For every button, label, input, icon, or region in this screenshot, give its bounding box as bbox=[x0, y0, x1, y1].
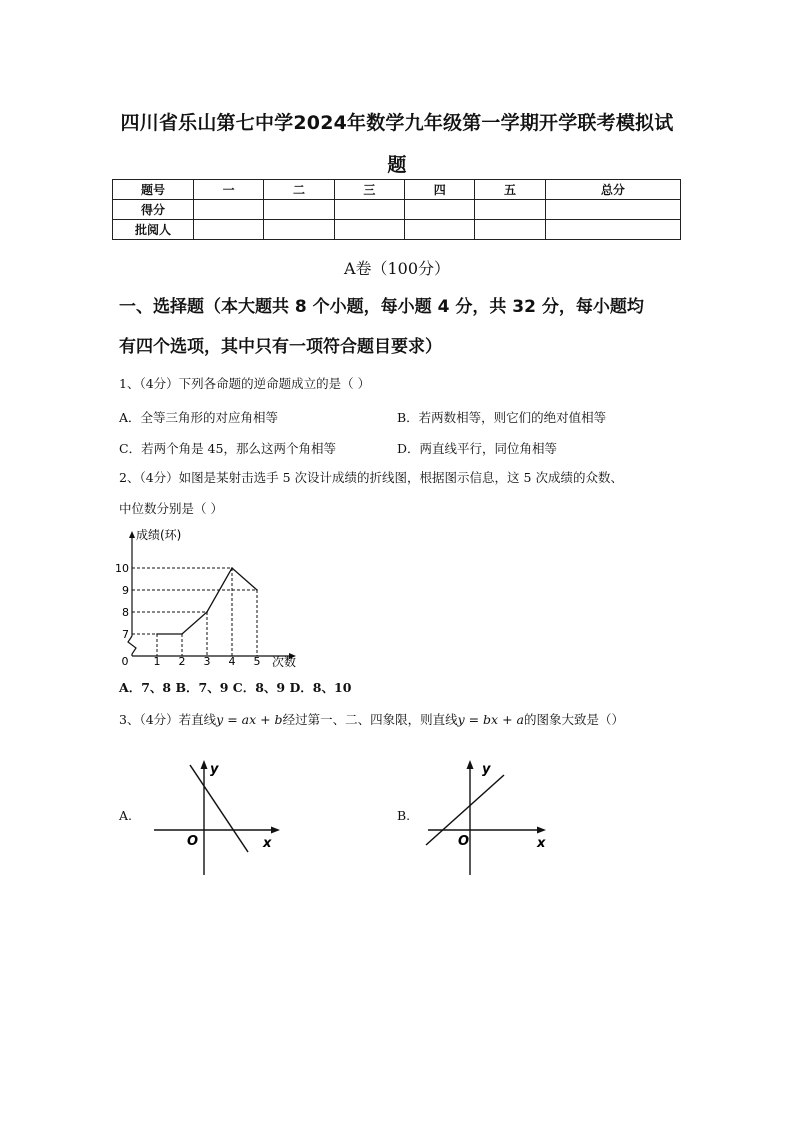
paper-part-heading: A卷（100分） bbox=[343, 259, 451, 278]
score-line-chart bbox=[112, 524, 312, 674]
y-tick-label: 7 bbox=[122, 628, 129, 641]
y-axis-arrow-icon bbox=[467, 760, 474, 769]
origin-label: O bbox=[187, 834, 199, 849]
y-axis-title: 成绩(环) bbox=[136, 528, 182, 542]
grader-input-cell bbox=[264, 220, 334, 240]
page-title-continued: 题 bbox=[387, 154, 407, 176]
table-cell: 四 bbox=[405, 180, 475, 200]
x-tick-label: 1 bbox=[153, 655, 161, 668]
score-input-cell bbox=[475, 200, 545, 220]
grader-input-cell bbox=[334, 220, 404, 240]
grader-input-cell bbox=[545, 220, 680, 240]
y-tick-label: 8 bbox=[122, 606, 129, 619]
x-tick-label: 0 bbox=[121, 655, 129, 668]
q1-option-a: A．全等三角形的对应角相等 bbox=[119, 410, 279, 425]
table-cell: 五 bbox=[475, 180, 545, 200]
question-3-stem bbox=[119, 712, 624, 728]
table-cell: 三 bbox=[334, 180, 404, 200]
score-input-cell bbox=[194, 200, 264, 220]
x-tick-label: 2 bbox=[178, 655, 186, 668]
q3-equation-2: y = bx + a bbox=[457, 712, 524, 727]
table-cell: 得分 bbox=[113, 200, 194, 220]
q1-option-d: D．两直线平行，同位角相等 bbox=[397, 441, 558, 456]
data-point bbox=[156, 633, 158, 635]
score-table-header-row bbox=[113, 180, 681, 200]
page-title: 四川省乐山第七中学2024年数学九年级第一学期开学联考模拟试 bbox=[120, 112, 674, 134]
data-point bbox=[256, 589, 258, 591]
x-tick-label: 3 bbox=[203, 655, 211, 668]
x-axis-label: x bbox=[537, 836, 546, 851]
q1-option-c: C．若两个角是 45，那么这两个角相等 bbox=[119, 441, 336, 456]
question-2-stem-continued: 中位数分别是（ ） bbox=[119, 501, 223, 516]
q1-option-b: B．若两数相等，则它们的绝对值相等 bbox=[397, 410, 607, 425]
y-tick-label: 9 bbox=[122, 584, 129, 597]
x-tick-label: 5 bbox=[253, 655, 261, 668]
data-point bbox=[181, 633, 183, 635]
q3-stem-post: 的图象大致是（） bbox=[523, 712, 624, 727]
table-row bbox=[113, 200, 681, 220]
x-axis-arrow-icon bbox=[271, 827, 280, 834]
graph-line bbox=[190, 765, 248, 852]
score-input-cell bbox=[405, 200, 475, 220]
question-1-stem: 1、（4分）下列各命题的逆命题成立的是（ ） bbox=[119, 376, 371, 391]
x-axis-arrow-icon bbox=[537, 827, 546, 834]
data-point bbox=[231, 567, 233, 569]
y-axis-label: y bbox=[482, 762, 491, 777]
section-heading-line: 有四个选项，其中只有一项符合题目要求） bbox=[119, 337, 442, 357]
table-cell: 二 bbox=[264, 180, 334, 200]
y-tick-label: 10 bbox=[115, 562, 129, 575]
grader-input-cell bbox=[194, 220, 264, 240]
q3-option-a-label: A. bbox=[119, 808, 133, 823]
x-axis-title: 次数 bbox=[272, 655, 297, 669]
score-input-cell bbox=[264, 200, 334, 220]
y-axis-label: y bbox=[210, 762, 219, 777]
y-axis-arrow-icon bbox=[201, 760, 208, 769]
q3-stem-mid: 经过第一、二、四象限，则直线 bbox=[282, 712, 458, 727]
q3-stem-pre: 3、（4分）若直线 bbox=[119, 712, 217, 727]
section-heading bbox=[119, 287, 679, 367]
x-axis-label: x bbox=[263, 836, 272, 851]
q3-graph-b bbox=[424, 755, 554, 880]
origin-label: O bbox=[458, 834, 470, 849]
score-input-cell bbox=[545, 200, 680, 220]
q3-equation-1: y = ax + b bbox=[216, 712, 283, 727]
data-point bbox=[206, 611, 208, 613]
y-axis-break bbox=[128, 636, 136, 656]
table-row bbox=[113, 220, 681, 240]
score-input-cell bbox=[334, 200, 404, 220]
grader-input-cell bbox=[475, 220, 545, 240]
score-table bbox=[112, 179, 681, 240]
y-axis-arrow-icon bbox=[129, 531, 135, 538]
table-cell: 批阅人 bbox=[113, 220, 194, 240]
q3-option-b-label: B. bbox=[397, 808, 411, 823]
section-heading-line: 一、选择题（本大题共 8 个小题，每小题 4 分，共 32 分，每小题均 bbox=[119, 297, 644, 317]
x-tick-label: 4 bbox=[228, 655, 236, 668]
question-2-options: A．7、8 B．7、9 C．8、9 D．8、10 bbox=[119, 680, 352, 695]
grader-input-cell bbox=[405, 220, 475, 240]
question-2-stem: 2、（4分）如图是某射击选手 5 次设计成绩的折线图，根据图示信息，这 5 次成绩的众数、 bbox=[119, 470, 623, 485]
table-cell: 一 bbox=[194, 180, 264, 200]
table-cell: 题号 bbox=[113, 180, 194, 200]
table-cell: 总分 bbox=[545, 180, 680, 200]
q3-graph-a bbox=[150, 755, 290, 880]
